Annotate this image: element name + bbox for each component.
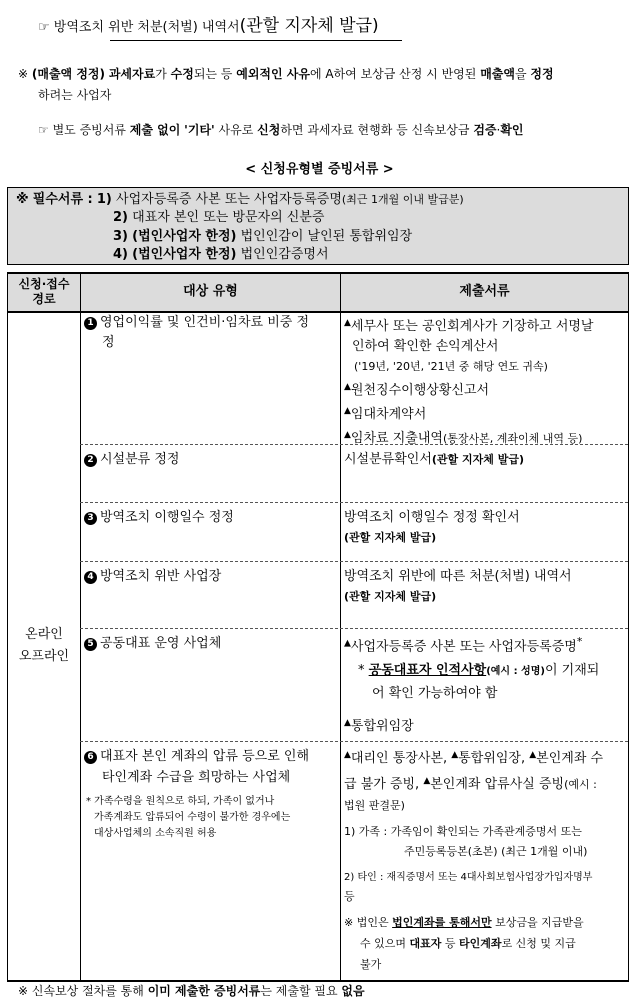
row6-type-note: * 가족수령을 원칙으로 하되, 가족이 없거나 가족계좌도 압류되어 수령이 불가한 경우에는 대상사업체의 소속직원 허용 xyxy=(86,796,291,839)
row1-type: 1 영업이익률 및 인건비·임차료 비중 정 정 xyxy=(84,313,338,353)
row3-docs: 방역조치 이행일수 정정 확인서 (관할 지자체 발급) xyxy=(344,510,520,544)
row-divider xyxy=(80,502,628,503)
header-route: 신청·접수 경로 xyxy=(18,277,70,306)
row3-type: 3 방역조치 이행일수 정정 xyxy=(84,508,234,528)
required-docs-line2: 2) 대표자 본인 또는 방문자의 신분증 xyxy=(113,210,325,225)
required-docs-line3: 3) (법인사업자 한정) 법인인감이 날인된 통합위임장 xyxy=(113,229,413,244)
row2-type: 2 시설분류 정정 xyxy=(84,450,179,470)
title-underline xyxy=(110,40,402,41)
pointing-hand-icon: ☞ xyxy=(38,123,49,137)
row6-docs: ▲대리인 통장사본, ▲통합위임장, ▲본인계좌 수 급 불가 증빙, ▲본인계좌 압류사실 증빙(예시 : 법원 판결문) 1) 가족 : 가족임이 확인되는 가족관계증명서 또는 주민등록등본(초본) (최근 1개월 이내) 2) 타인 : 재직증명서 또는 4대사회보험사업장가입자명부 등 ※ 법인은 법인계좌를 통해서만 보상금을 지급받을 수 있으며 대표자 등 타인계좌로 신청 및 지급 불가 xyxy=(344,750,604,971)
row5-docs: ▲사업자등록증 사본 또는 사업자등록증명* * 공동대표자 인적사항(예시 : 성명)이 기재되 어 확인 가능하여야 함 ▲통합위임장 xyxy=(344,635,600,735)
number-badge-3: 3 xyxy=(84,512,97,525)
item-violation-doc: ☞ 방역조치 위반 처분(처벌) 내역서(관할 지자체 발급) xyxy=(38,16,379,36)
number-badge-1: 1 xyxy=(84,317,97,330)
header-submit-docs: 제출서류 xyxy=(459,284,510,299)
number-badge-2: 2 xyxy=(84,454,97,467)
pointing-hand-icon: ☞ xyxy=(38,20,50,35)
row5-type: 5 공동대표 운영 사업체 xyxy=(84,634,221,654)
triangle-bullet-icon: ▲ xyxy=(344,430,351,440)
footer-note: ※ 신속보상 절차를 통해 이미 제출한 증빙서류는 제출할 필요 없음 xyxy=(18,984,365,998)
table-right-border xyxy=(628,272,629,982)
table-col2-divider xyxy=(340,272,341,982)
row-divider xyxy=(80,561,628,562)
row1-docs: ▲세무사 또는 공인회계사가 기장하고 서명날 인하여 확인한 손익계산서 ('19년, '20년, '21년 중 해당 연도 귀속) ▲원천징수이행상황신고서 ▲임대차계약서 ▲임차료 지출내역(통장사본, 계좌이체 내역 등) xyxy=(344,318,594,446)
table-top-border xyxy=(7,272,629,274)
triangle-bullet-icon: ▲ xyxy=(529,750,537,760)
triangle-bullet-icon: ▲ xyxy=(423,776,431,786)
no-docs-note: ☞ 별도 증빙서류 제출 없이 '기타' 사유로 신청하면 과세자료 현행화 등 신속보상금 검증·확인 xyxy=(38,123,524,137)
row4-type: 4 방역조치 위반 사업장 xyxy=(84,567,221,587)
number-badge-4: 4 xyxy=(84,571,97,584)
section-title: < 신청유형별 증빙서류 > xyxy=(245,162,394,177)
required-docs-line4: 4) (법인사업자 한정) 법인인감증명서 xyxy=(113,247,329,262)
row6-type: 6 대표자 본인 계좌의 압류 등으로 인해 타인계좌 수급을 희망하는 사업체 xyxy=(84,746,338,788)
triangle-bullet-icon: ▲ xyxy=(344,406,351,416)
row4-docs: 방역조치 위반에 따른 처분(처벌) 내역서 (관할 지자체 발급) xyxy=(344,569,572,603)
route-cell: 온라인 오프라인 xyxy=(18,627,70,664)
triangle-bullet-icon: ▲ xyxy=(344,318,351,328)
table-col1-divider xyxy=(80,272,81,982)
triangle-bullet-icon: ▲ xyxy=(344,750,351,760)
sales-correction-note-line1: ※ (매출액 정정) 과세자료가 수정되는 등 예외적인 사유에 A하여 보상금 산정 시 반영된 매출액을 정정 xyxy=(18,67,554,81)
number-badge-5: 5 xyxy=(84,638,97,651)
row2-docs: 시설분류확인서(관할 지자체 발급) xyxy=(344,452,525,467)
triangle-bullet-icon: ▲ xyxy=(344,382,351,392)
header-target-type: 대상 유형 xyxy=(183,284,238,299)
required-docs-line1: ※ 필수서류 : 1) 사업자등록증 사본 또는 사업자등록증명(최근 1개월 이내 발급분) xyxy=(16,192,464,207)
triangle-bullet-icon: ▲ xyxy=(451,750,459,760)
row-divider xyxy=(80,628,628,629)
triangle-bullet-icon: ▲ xyxy=(344,718,351,729)
number-badge-6: 6 xyxy=(84,751,97,764)
sales-correction-note-line2: 하려는 사업자 xyxy=(38,88,112,102)
triangle-bullet-icon: ▲ xyxy=(344,638,351,649)
